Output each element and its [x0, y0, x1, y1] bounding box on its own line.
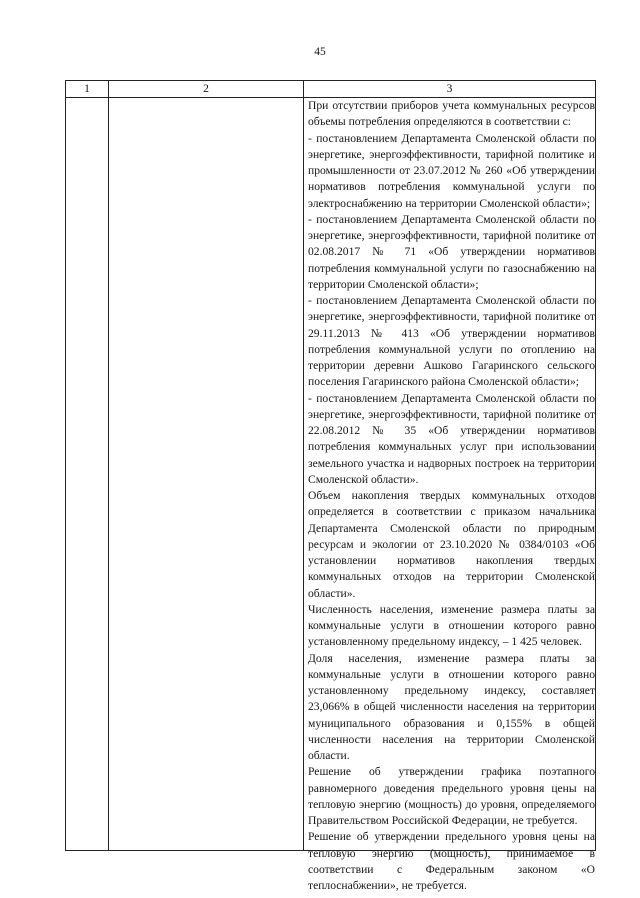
document-table [65, 80, 596, 892]
paragraph-schedule-decision: Решение об утверждении графика поэтапного равномерного доведения предельного уровня цены на тепловую энергию (мощность) до уровня, определяемого Правительством Российской Федерации, не требуется. [308, 765, 595, 827]
paragraph-waste-volume: Объем накопления твердых коммунальных отходов определяется в соответствии с приказом начальника Департамента Смоленской области по природным ресурсам и экологии от 23.10.2020 № 0384/0103 «Об установлении нормативов накопления твердых коммунальных отходов на территории Смоленской области». [308, 489, 595, 600]
paragraph-gas-norms: - постановлением Департамента Смоленской области по энергетике, энергоэффективности, тарифной политике от 02.08.2017 № 71 «Об утверждении нормативов потребления коммунальной услуги по газоснабжению на территории Смоленской области»; [308, 212, 595, 291]
column-header-3: 3 [446, 83, 453, 95]
column-divider-1 [108, 81, 109, 850]
paragraph-price-decision: Решение об утверждении предельного уровня цены на тепловую энергию (мощность), принимаемое в соответствии с Федеральным законом «О теплоснабжении», не требуется. [308, 830, 595, 892]
column-header-1: 1 [84, 83, 90, 95]
paragraph-population-count: Численность населения, изменение размера платы за коммунальные услуги в отношении которого равно установленному предельному индексу, – 1 425 человек. [308, 602, 595, 649]
page-number: 45 [314, 46, 326, 58]
paragraph-intro: При отсутствии приборов учета коммунальных ресурсов объемы потребления определяются в соответствии с: [308, 99, 595, 129]
paragraph-heating-norms: - постановлением Департамента Смоленской области по энергетике, энергоэффективности, тарифной политике от 29.11.2013 № 413 «Об утверждении нормативов потребления коммунальной услуги по отоплению на территории деревни Ашково Гагаринского сельского поселения Гагаринского района Смоленской области»; [308, 294, 595, 389]
column-3-content [304, 98, 595, 894]
column-header-2: 2 [203, 83, 209, 95]
paragraph-land-plot-norms: - постановлением Департамента Смоленской области по энергетике, энергоэффективности, тарифной политике от 22.08.2012 № 35 «Об утверждении нормативов потребления коммунальных услуг при использовании земельного участка и надворных построек на территории Смоленской области». [308, 391, 595, 486]
table-header-row [66, 81, 595, 98]
paragraph-electricity-norms: - постановлением Департамента Смоленской области по энергетике, энергоэффективности, тарифной политике и промышленности от 23.07.2012 № 260 «Об утверждении нормативов потребления коммунальной услуги по электроснабжению на территории Смоленской области»; [308, 131, 595, 210]
paragraph-population-share: Доля населения, изменение размера платы за коммунальные услуги в отношении которого равно установленному предельному индексу, составляет 23,066% в общей численности населения на территории муниципального образования и 0,155% в общей численности населения на территории Смоленской области. [308, 651, 595, 762]
